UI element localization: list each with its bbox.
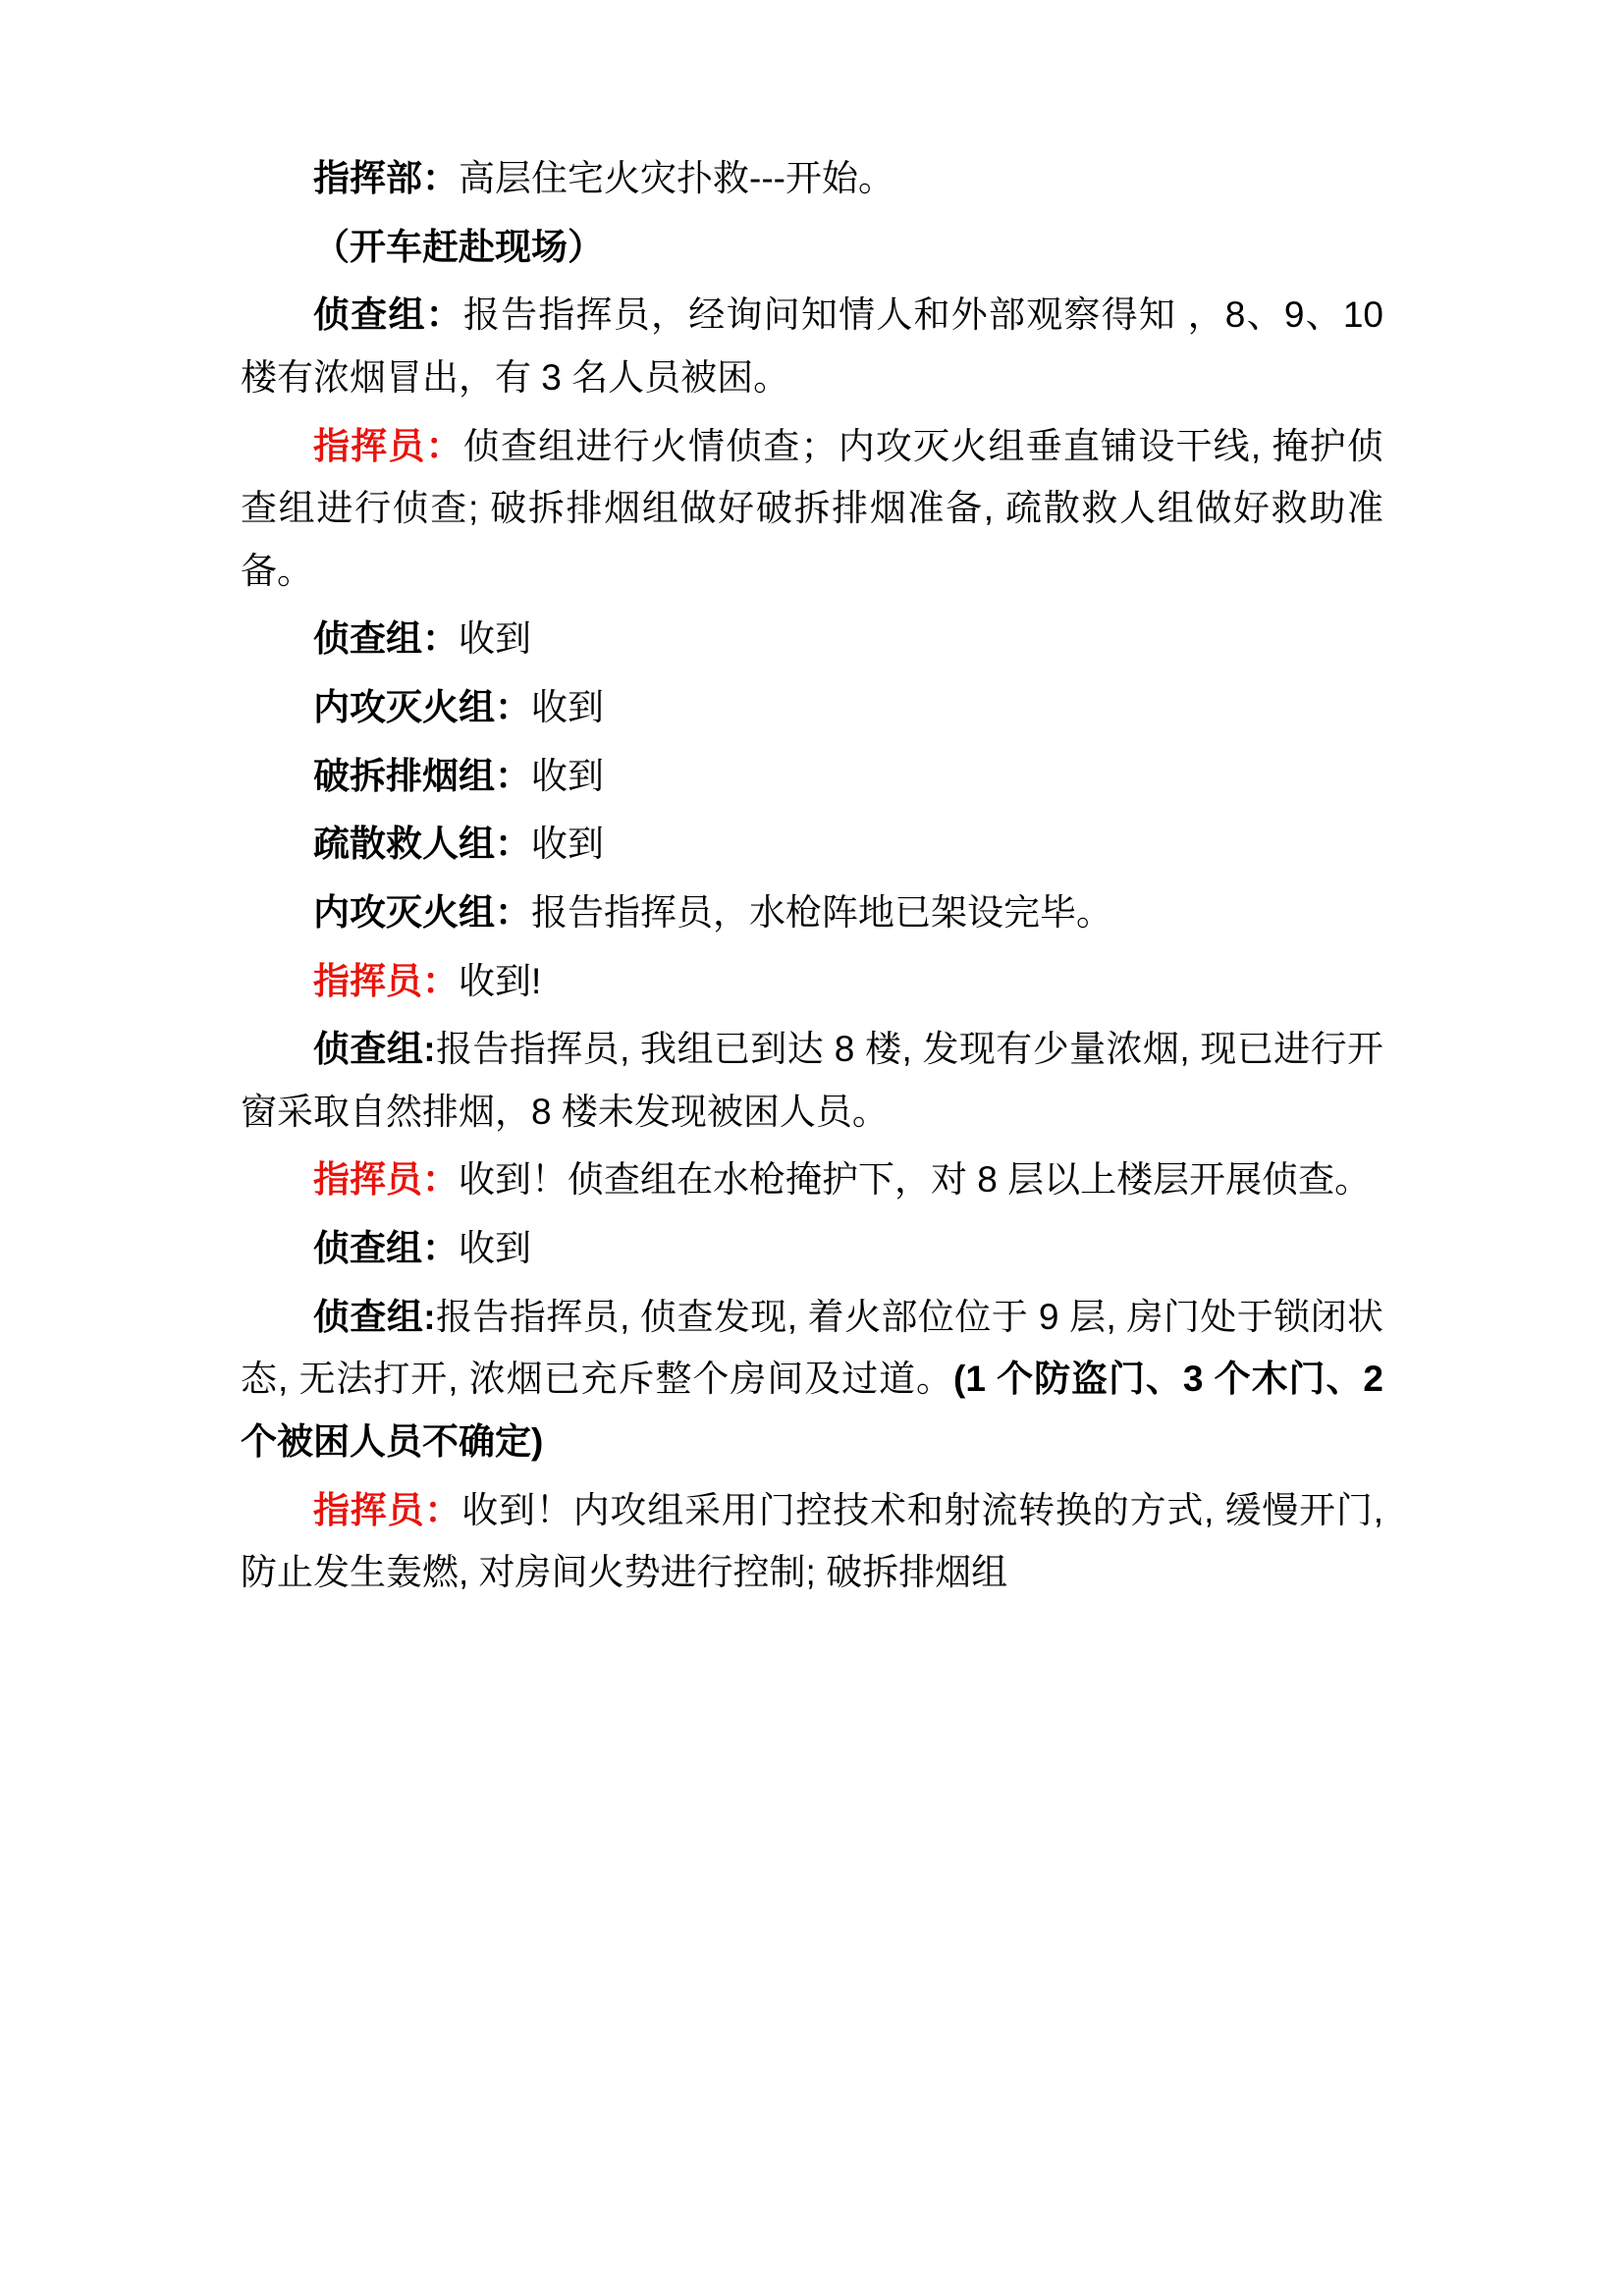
line-text: 报告指挥员，水枪阵地已架设完毕。 bbox=[531, 891, 1112, 933]
speaker-label: 指挥员： bbox=[313, 425, 463, 466]
line-text: 收到 bbox=[531, 755, 604, 796]
line-text: 收到 bbox=[531, 824, 604, 865]
line-text: 报告指挥员, 我组已到达 8 楼, 发现有少量浓烟, 现已进行开窗采取自然排烟，8 楼未发现被困人员。 bbox=[241, 1029, 1383, 1132]
dialogue-line bbox=[241, 676, 1383, 739]
dialogue-line bbox=[241, 608, 1383, 670]
dialogue-line bbox=[241, 1286, 1383, 1473]
speaker-label: 疏散救人组： bbox=[313, 824, 531, 865]
line-text: 收到! bbox=[459, 960, 542, 1001]
dialogue-line bbox=[241, 950, 1383, 1013]
line-text: （开车赶赴现场） bbox=[313, 226, 604, 267]
dialogue-line bbox=[241, 1479, 1383, 1604]
line-text: 收到 bbox=[459, 618, 531, 660]
dialogue-line bbox=[241, 1148, 1383, 1211]
line-text-emphasis: (1 个防盗门、3 个木门、2 个被困人员不确定) bbox=[241, 1359, 1383, 1462]
line-text: 报告指挥员，经询问知情人和外部观察得知 ，8、9、10 楼有浓烟冒出，有 3 名人员被困。 bbox=[241, 294, 1384, 398]
speaker-label: 破拆排烟组： bbox=[313, 755, 531, 796]
speaker-label: 指挥员： bbox=[313, 1489, 462, 1530]
line-text: 收到！内攻组采用门控技术和射流转换的方式, 缓慢开门, 防止发生轰燃, 对房间火势进行控制; 破拆排烟组 bbox=[241, 1489, 1384, 1593]
dialogue-line bbox=[241, 147, 1383, 210]
dialogue-line bbox=[241, 284, 1383, 408]
document-body bbox=[241, 147, 1383, 1604]
dialogue-line bbox=[241, 881, 1383, 944]
speaker-label: 侦查组: bbox=[313, 1029, 436, 1070]
dialogue-line bbox=[241, 745, 1383, 808]
speaker-label: 侦查组: bbox=[313, 1296, 436, 1337]
speaker-label: 侦查组： bbox=[313, 1228, 459, 1268]
line-text: 收到 bbox=[459, 1228, 531, 1268]
line-text: 侦查组进行火情侦查；内攻灭火组垂直铺设干线, 掩护侦查组进行侦查; 破拆排烟组做好破拆排烟准备, 疏散救人组做好救助准备。 bbox=[241, 425, 1384, 591]
dialogue-line bbox=[241, 813, 1383, 876]
line-text: 收到 bbox=[531, 687, 604, 727]
line-text: 收到！侦查组在水枪掩护下，对 8 层以上楼层开展侦查。 bbox=[459, 1159, 1372, 1201]
speaker-label: 指挥员： bbox=[313, 1159, 459, 1201]
speaker-label: 内攻灭火组： bbox=[313, 891, 531, 933]
dialogue-line bbox=[241, 216, 1383, 279]
speaker-label: 指挥员： bbox=[313, 960, 459, 1001]
dialogue-line bbox=[241, 1217, 1383, 1280]
line-text: 高层住宅火灾扑救---开始。 bbox=[459, 158, 894, 198]
speaker-label: 侦查组： bbox=[313, 294, 463, 336]
dialogue-line bbox=[241, 415, 1383, 603]
dialogue-line bbox=[241, 1018, 1383, 1143]
speaker-label: 内攻灭火组： bbox=[313, 687, 531, 727]
speaker-label: 侦查组： bbox=[313, 618, 459, 660]
line-text: 报告指挥员, 侦查发现, 着火部位位于 9 层, 房门处于锁闭状态, 无法打开, 浓烟已充斥整个房间及过道。 bbox=[241, 1296, 1383, 1400]
speaker-label: 指挥部： bbox=[313, 158, 459, 198]
